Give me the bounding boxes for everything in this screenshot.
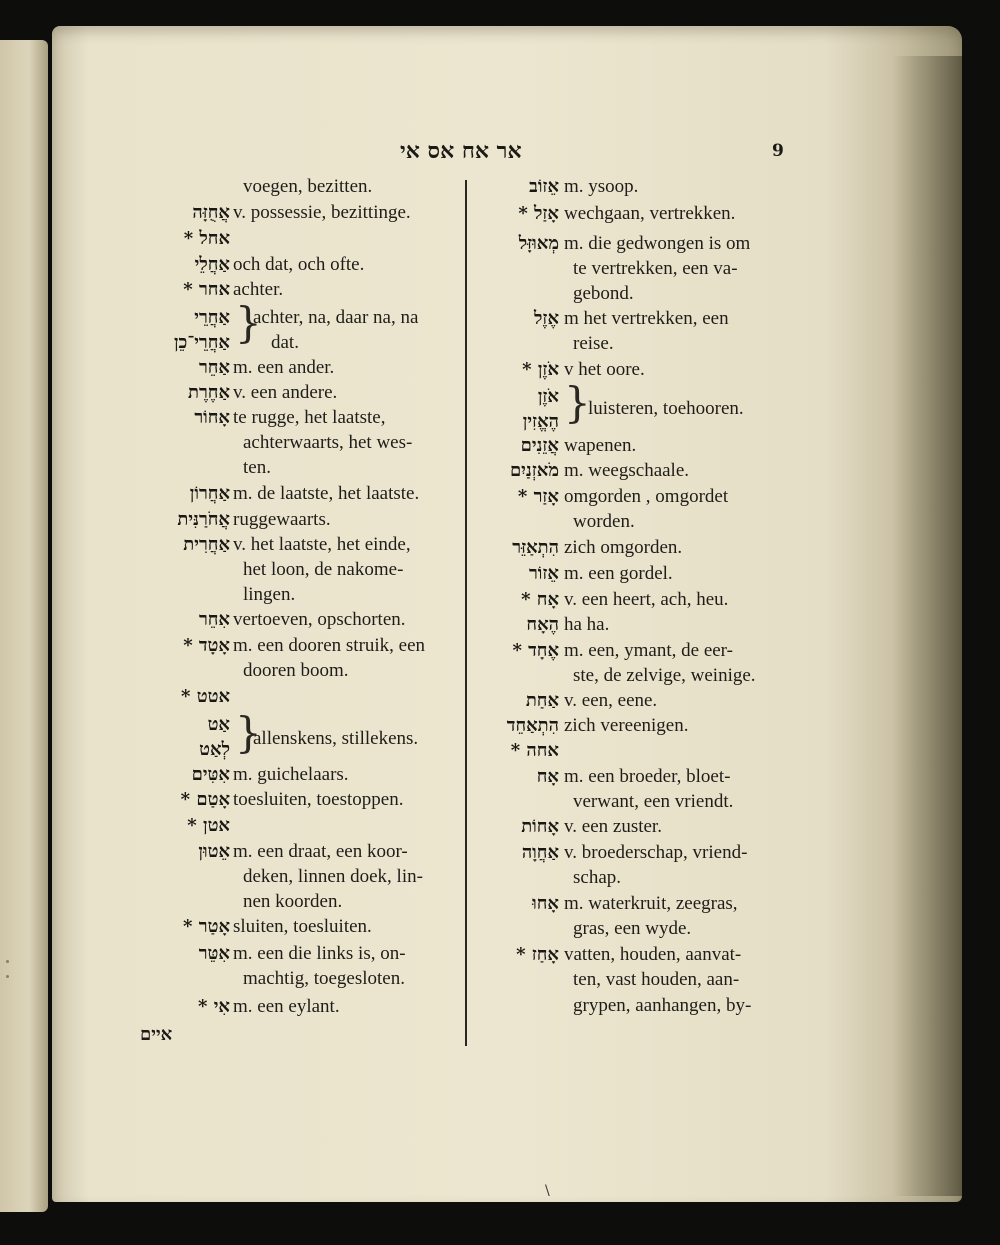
entry-text: m. een dooren struik, een [233, 635, 426, 656]
hebrew-headword: אַחֲלֵי [194, 254, 230, 275]
entry-text: het loon, de nakome- [243, 559, 404, 580]
entry-text: allenskens, stillekens. [253, 728, 419, 749]
hebrew-headword: אִחֵר [198, 609, 230, 630]
entry-text: schap. [573, 867, 622, 888]
entry-text: ten. [243, 457, 271, 478]
entry-text: achterwaarts, het wes- [243, 432, 413, 453]
entry-text: ste, de zelvige, weinige. [573, 665, 756, 686]
entry-text: wapenen. [564, 435, 637, 456]
entry-text: ruggewaarts. [233, 509, 331, 530]
entry-text: dat. [271, 332, 299, 353]
entry-text: zich vereenigen. [564, 715, 689, 736]
hebrew-headword: אָזַר * [517, 486, 559, 507]
entry-text: worden. [573, 511, 635, 532]
hebrew-headword: אַט [207, 714, 230, 735]
hebrew-headword: אֲחֹרַנִּית [177, 509, 230, 530]
entry-text: m. een gordel. [564, 563, 673, 584]
entry-text: omgorden , omgordet [564, 486, 729, 507]
entry-text: grypen, aanhangen, by- [573, 995, 752, 1016]
entry-text: m. een draat, een koor- [233, 841, 408, 862]
entry-text: m het vertrekken, een [564, 308, 729, 329]
hebrew-headword: אַחַת [525, 690, 559, 711]
hebrew-headword: אַחֲוָה [521, 842, 559, 863]
entry-text: och dat, och ofte. [233, 254, 365, 275]
entry-text: v. een zuster. [564, 816, 662, 837]
entry-text: te vertrekken, een va- [573, 258, 738, 279]
entry-text: vertoeven, opschorten. [233, 609, 406, 630]
hebrew-headword: אחר * [183, 279, 230, 300]
entry-text: deken, linnen doek, lin- [243, 866, 423, 887]
entry-text: achter, na, daar na, na [253, 307, 419, 328]
entry-text: gebond. [573, 283, 634, 304]
hebrew-headword: מֹאזְנַיִם [509, 460, 559, 481]
entry-text: machtig, toegesloten. [243, 968, 405, 989]
ink-mark: \ [545, 1183, 550, 1199]
hebrew-headword: אִי * [198, 996, 230, 1017]
entry-text: zich omgorden. [564, 537, 683, 558]
entry-text: verwant, een vriendt. [573, 791, 734, 812]
hebrew-headword: הִתְאַחֵד [506, 715, 559, 736]
entry-text: v. een andere. [233, 382, 338, 403]
entry-text: dooren boom. [243, 660, 349, 681]
entry-text: m. een die links is, on- [233, 943, 406, 964]
entry-text: gras, een wyde. [573, 918, 692, 939]
hebrew-headword: מְאוּזָּל [518, 233, 559, 254]
entry-text: nen koorden. [243, 891, 343, 912]
entry-text: v. het laatste, het einde, [233, 534, 411, 555]
hebrew-headword: אֲזֵנִים [520, 435, 559, 456]
entry-text: m. weegschaale. [564, 460, 690, 481]
entry-text: ten, vast houden, aan- [573, 969, 740, 990]
hebrew-headword: אִטִּים [191, 764, 230, 785]
hebrew-headword: אַחֲרֵי [194, 307, 230, 328]
hebrew-headword: אֵזוֹר [528, 563, 559, 584]
entry-text: m. die gedwongen is om [564, 233, 751, 254]
brace: } [235, 708, 262, 757]
page-number: 9 [772, 141, 784, 161]
hebrew-headword: אָחַז * [516, 944, 559, 965]
entry-text: sluiten, toesluiten. [233, 916, 372, 937]
entry-text: m. een, ymant, de eer- [564, 640, 733, 661]
entry-text: m. waterkruit, zeegras, [564, 893, 738, 914]
entry-text: voegen, bezitten. [243, 176, 373, 197]
entry-text: luisteren, toehooren. [588, 398, 744, 419]
entry-text: v. een heert, ach, heu. [564, 589, 729, 610]
hebrew-headword: אַחֲרוֹן [189, 483, 230, 504]
hebrew-headword: הֶאֱזִין [522, 411, 559, 432]
entry-text: achter. [233, 279, 284, 300]
entry-text: reise. [573, 333, 614, 354]
hebrew-headword: הִתְאַזֵּר [512, 537, 559, 558]
hebrew-headword: אָטַר * [183, 916, 230, 937]
hebrew-headword: אָחוֹת [521, 816, 559, 837]
catchword: איים [140, 1024, 173, 1045]
entry-text: m. een ander. [233, 357, 335, 378]
entry-text: v het oore. [564, 359, 645, 380]
entry-text: v. broederschap, vriend- [564, 842, 748, 863]
entry-text: m. de laatste, het laatste. [233, 483, 420, 504]
entry-text: lingen. [243, 584, 296, 605]
hebrew-headword: אֶזֶל [534, 308, 559, 329]
hebrew-headword: אחה * [510, 740, 559, 761]
hebrew-headword: אָטָד * [183, 635, 230, 656]
hebrew-headword: אַחֲרֵי־כֵן [173, 332, 230, 353]
hebrew-headword: אֹזֶן [537, 386, 559, 407]
hebrew-headword: הֶאָח [526, 614, 559, 635]
hebrew-headword: אִטֵּר [198, 943, 230, 964]
hebrew-headword: אֲחֻזָּה [192, 202, 230, 223]
hebrew-headword: אֶחָד * [512, 640, 559, 661]
brace: } [235, 298, 262, 347]
entry-text: m. ysoop. [564, 176, 639, 197]
entry-text: ha ha. [564, 614, 610, 635]
hebrew-headword: אחל * [183, 228, 230, 249]
entry-text: m. een broeder, bloet- [564, 766, 731, 787]
hebrew-headword: אָח [536, 766, 559, 787]
entry-text: wechgaan, vertrekken. [564, 203, 736, 224]
running-head: אר אח אס אי [400, 138, 522, 164]
hebrew-headword: אָחוֹר [194, 407, 230, 428]
hebrew-headword: אטט * [181, 686, 230, 707]
hebrew-headword: לְאַט [199, 739, 230, 760]
entry-text: v. possessie, bezittinge. [233, 202, 411, 223]
hebrew-headword: אטן * [187, 815, 230, 836]
hebrew-headword: אָטַם * [180, 789, 230, 810]
hebrew-headword: אָחוּ [532, 893, 559, 914]
hebrew-headword: אָח * [521, 589, 559, 610]
entry-text: te rugge, het laatste, [233, 407, 386, 428]
entry-text: m. een eylant. [233, 996, 340, 1017]
entry-text: toesluiten, toestoppen. [233, 789, 404, 810]
hebrew-headword: אֵטוּן [198, 841, 230, 862]
entry-text: v. een, eene. [564, 690, 658, 711]
hebrew-headword: אָזַל * [518, 203, 559, 224]
hebrew-headword: אַחֵר [198, 357, 230, 378]
entry-text: m. guichelaars. [233, 764, 349, 785]
hebrew-headword: אַחֲרִית [183, 534, 230, 555]
hebrew-headword: אֹזֶן * [522, 359, 559, 380]
hebrew-headword: אַחֶרֶת [187, 382, 230, 403]
hebrew-headword: אֵזוֹב [529, 176, 559, 197]
brace: } [564, 378, 591, 427]
entry-text: vatten, houden, aanvat- [564, 944, 742, 965]
